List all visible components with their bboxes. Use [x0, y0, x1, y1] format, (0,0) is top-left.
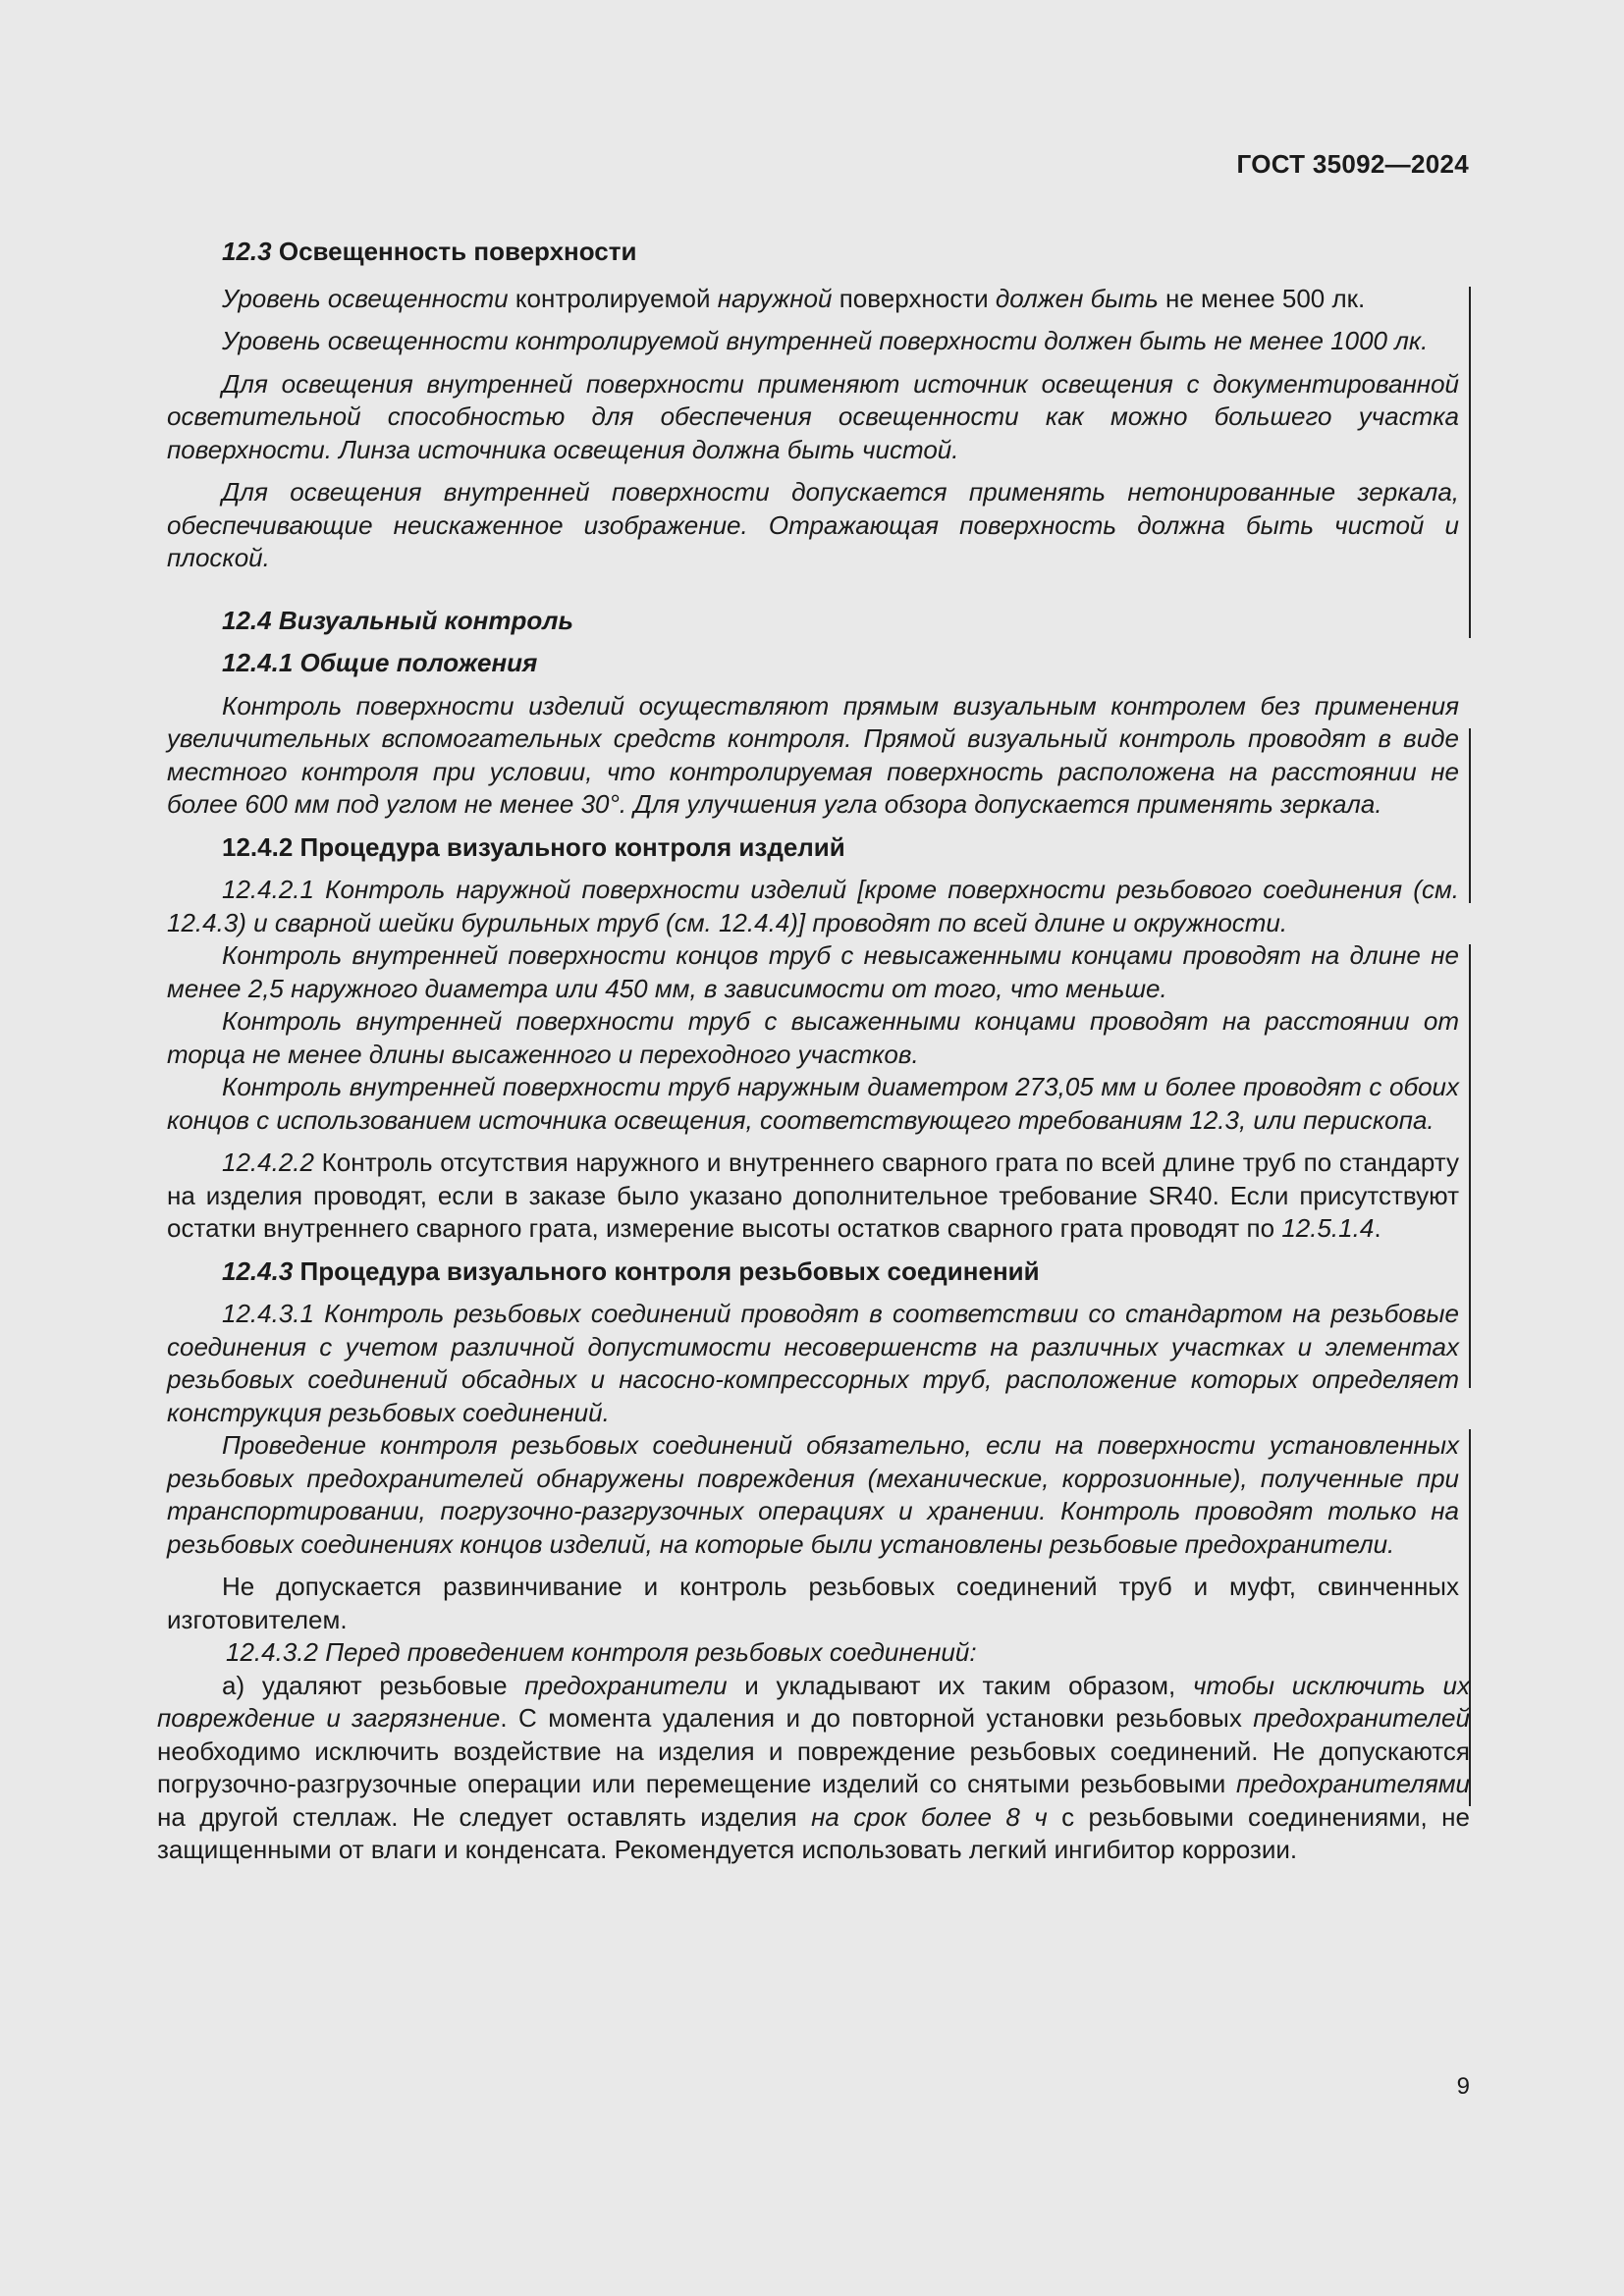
paragraph: Контроль внутренней поверхности труб наружным диаметром 273,05 мм и более проводят с обоих концов с использованием источника освещения, соответствующего требованиям 12.3, или перископа.: [167, 1072, 1459, 1135]
section-number: 12.3: [222, 237, 272, 266]
section-heading-12-4-1: 12.4.1 Общие положения: [222, 648, 538, 677]
section-heading-12-4-2: 12.4.2 Процедура визуального контроля изделий: [222, 831, 845, 862]
paragraph: Не допускается развинчивание и контроль резьбовых соединений труб и муфт, свинченных изготовителем.: [167, 1572, 1459, 1634]
change-bar: [1469, 944, 1471, 1388]
section-title: Процедура визуального контроля резьбовых соединений: [293, 1255, 1040, 1286]
paragraph: Для освещения внутренней поверхности допускается применять нетонированные зеркала, обеспечивающие неискаженное изображение. Отражающая поверхность должна быть чистой и плоской.: [167, 477, 1459, 572]
paragraph: Контроль поверхности изделий осуществляют прямым визуальным контролем без применения увеличительных вспомогательных средств контроля. Прямой визуальный контроль проводят в виде местного контроля при условии, что контролируемая поверхность расположена на расстоянии не более 600 мм под углом не менее 30°. Для улучшения угла обзора допускается применять зеркала.: [167, 690, 1459, 819]
page-body: [157, 236, 1470, 1867]
paragraph: Проведение контроля резьбовых соединений обязательно, если на поверхности установленных резьбовых предохранителей обнаружены повреждения (механические, коррозионные), полученные при транспортировании, погрузочно-разгрузочных операциях и хранении. Контроль проводят только на резьбовых соединениях концов изделий, на которые были установлены резьбовые предохранители.: [167, 1430, 1459, 1559]
section-title: Освещенность поверхности: [278, 237, 637, 266]
document-number: ГОСТ 35092—2024: [1236, 149, 1469, 179]
paragraph: Для освещения внутренней поверхности применяют источник освещения с документированной осветительной способностью для обеспечения освещенности как можно большего участка поверхности. Линза источника освещения должна быть чистой.: [167, 368, 1459, 464]
paragraph: Контроль внутренней поверхности концов труб с невысаженными концами проводят на длине не менее 2,5 наружного диаметра или 450 мм, в зависимости от того, что меньше.: [167, 940, 1459, 1003]
section-heading-12-4: 12.4 Визуальный контроль: [222, 605, 573, 635]
paragraph: Уровень освещенности контролируемой внутренней поверхности должен быть не менее 1000 лк.: [222, 326, 1429, 355]
paragraph: 12.4.2.2 Контроль отсутствия наружного и внутреннего сварного грата по всей длине труб по стандарту на изделия проводят, если в заказе было указано дополнительное требование SR40. Если присутствуют остатки внутреннего сварного грата, измерение высоты остатков сварного грата проводят по 12.5.1.4.: [167, 1148, 1459, 1243]
page-number: 9: [1456, 2073, 1470, 2100]
paragraph: 12.4.3.1 Контроль резьбовых соединений проводят в соответствии со стандартом на резьбовые соединения с учетом различной допустимости несовершенств на различных участках и элементах резьбовых соединений обсадных и насосно-компрессорных труб, расположение которых определяет конструкция резьбовых соединений.: [167, 1299, 1459, 1427]
change-bar: [1469, 287, 1471, 638]
list-item: а) удаляют резьбовые предохранители и укладывают их таким образом, чтобы исключить их повреждение и загрязнение. С момента удаления и до повторной установки резьбовых предохранителей необходимо исключить воздействие на изделия и повреждение резьбовых соединений. Не допускаются погрузочно-разгрузочные операции или перемещение изделий со снятыми резьбовыми предохранителями на другой стеллаж. Не следует оставлять изделия на срок более 8 ч с резьбовыми соединениями, не защищенными от влаги и конденсата. Рекомендуется использовать легкий ингибитор коррозии.: [157, 1670, 1470, 1864]
paragraph: Контроль внутренней поверхности труб с высаженными концами проводят на расстоянии от торца не менее длины высаженного и переходного участков.: [167, 1006, 1459, 1069]
paragraph: 12.4.2.1 Контроль наружной поверхности изделий [кроме поверхности резьбового соединения (см. 12.4.3) и сварной шейки бурильных труб (см. 12.4.4)] проводят по всей длине и окружности.: [167, 875, 1459, 937]
section-number: 12.4.3: [222, 1255, 294, 1286]
change-bar: [1469, 728, 1471, 903]
section-heading-12-4-3: [222, 1255, 1459, 1289]
paragraph: Уровень освещенности контролируемой наружной поверхности должен быть не менее 500 лк.: [222, 283, 1366, 313]
section-heading-12-3: [222, 236, 1459, 269]
paragraph: 12.4.3.2 Перед проведением контроля резьбовых соединений:: [226, 1637, 977, 1667]
